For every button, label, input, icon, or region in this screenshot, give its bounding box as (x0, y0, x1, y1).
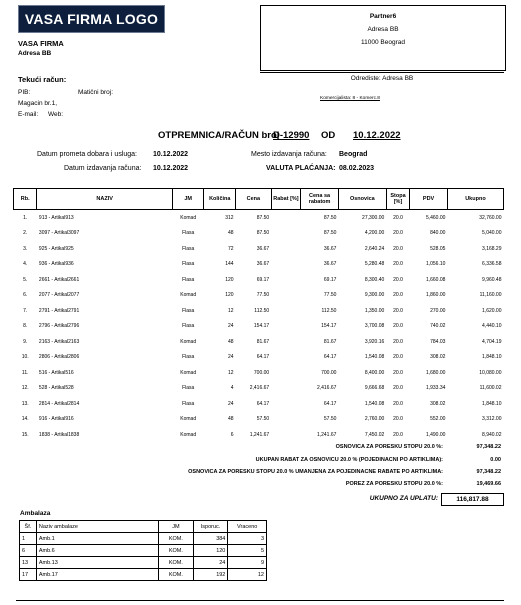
current-account-label: Tekući račun: (18, 75, 67, 84)
table-cell: 3,920.16 (364, 338, 385, 345)
table-cell: 700.00 (253, 369, 270, 376)
table-cell: 20.0 (393, 245, 403, 252)
table-cell: 48 (228, 416, 234, 423)
table-cell: 4,200.00 (364, 230, 385, 237)
issue-date: 10.12.2022 (153, 165, 189, 172)
table-cell: 2,416.67 (249, 385, 270, 392)
col-pdv: PDV (410, 189, 448, 210)
ambalaza-cell: 384 (193, 533, 228, 545)
ambalaza-cell: KOM. (159, 545, 194, 557)
table-cell (271, 272, 301, 288)
table-cell: 57.50 (323, 416, 337, 423)
total-value: 116,817.88 (441, 493, 504, 506)
ambalaza-cell: 24 (193, 557, 228, 569)
table-cell: 11. (21, 369, 29, 376)
total-label: UKUPNO ZA UPLATU: (369, 495, 438, 502)
table-cell: 9,300.00 (364, 292, 385, 299)
table-cell: 784.03 (430, 338, 446, 345)
ambalaza-cell: Amb.13 (36, 557, 158, 569)
table-cell: 3,700.08 (364, 323, 385, 330)
table-cell: 2,760.00 (364, 416, 385, 423)
table-cell: 112.50 (321, 307, 337, 314)
firm-name: VASA FIRMA (18, 39, 64, 48)
table-cell (271, 288, 301, 304)
table-cell (271, 241, 301, 257)
table-cell: 20.0 (393, 354, 403, 361)
table-cell: 20.0 (393, 385, 403, 392)
table-cell: 24 (228, 323, 234, 330)
table-cell: 48 (228, 338, 234, 345)
table-cell: Flasa (182, 245, 195, 252)
reduced-base-value: 97,348.22 (476, 469, 501, 475)
table-cell (271, 365, 301, 381)
table-cell: 12. (21, 385, 29, 392)
discount-value: 0.00 (490, 457, 501, 463)
table-cell: 7,450.02 (364, 431, 385, 438)
col-rb: Rb. (14, 189, 37, 210)
document-date: 10.12.2022 (353, 130, 401, 141)
table-cell: Flasa (182, 276, 195, 283)
ambalaza-cell: KOM. (159, 569, 194, 581)
reduced-base-label: OSNOVICA ZA PORESKU STOPU 20.0 % UMANJENA ZA POJEDINACNE RABATE PO ARTIKLIMA: (188, 469, 443, 475)
table-cell: 516 - Artikal516 (38, 369, 74, 376)
amb-col-jm: JM (159, 521, 194, 533)
ambalaza-cell: Amb.1 (36, 533, 158, 545)
table-cell: 9. (23, 338, 28, 345)
table-cell: 1,848.10 (482, 354, 502, 361)
table-cell: 36.67 (323, 245, 337, 252)
turnover-date-label: Datum prometa dobara i usluga: (37, 151, 137, 158)
ambalaza-cell: KOM. (159, 533, 194, 545)
table-cell: 1,620.00 (482, 307, 502, 314)
table-row (14, 288, 504, 304)
table-row (14, 303, 504, 319)
table-cell: Flasa (182, 385, 195, 392)
table-cell: 36.67 (256, 245, 270, 252)
table-cell: 87.50 (323, 230, 337, 237)
document-title-label: OTPREMNICA/RAČUN broj (158, 130, 280, 141)
table-cell: 1,241.67 (249, 431, 270, 438)
table-cell: 12 (228, 369, 234, 376)
partner-box (260, 5, 506, 71)
amb-col-sf: Šf. (20, 521, 37, 533)
table-cell (271, 334, 301, 350)
table-cell: 2077 - Artikal2077 (38, 292, 80, 299)
table-cell: 87.50 (256, 214, 270, 221)
od-label: OD (321, 130, 336, 141)
table-cell: 20.0 (393, 261, 403, 268)
table-cell: 27,300.00 (362, 214, 385, 221)
table-cell: 72 (228, 245, 234, 252)
table-cell (271, 226, 301, 242)
ambalaza-cell: KOM. (159, 557, 194, 569)
table-cell: 77.50 (323, 292, 337, 299)
tax-label: POREZ ZA PORESKU STOPU 20.0 %: (345, 481, 443, 487)
ambalaza-title: Ambalaza (20, 510, 51, 517)
table-cell: 4,440.10 (482, 323, 502, 330)
col-cena: Cena (236, 189, 272, 210)
table-cell: 5. (23, 276, 28, 283)
table-cell (271, 427, 301, 443)
table-cell: 1,241.67 (316, 431, 337, 438)
table-cell: 120 (225, 276, 234, 283)
table-cell: 1,056.10 (425, 261, 446, 268)
table-cell: 20.0 (393, 214, 403, 221)
table-cell: Komad (180, 214, 197, 221)
table-cell: Flasa (182, 261, 195, 268)
table-cell: 6. (23, 292, 28, 299)
col-stopa: Stopa [%] (386, 189, 409, 210)
ambalaza-row (20, 557, 267, 569)
table-cell: 1,540.08 (364, 354, 385, 361)
document-number: D-12990 (273, 130, 310, 141)
table-cell: 57.50 (256, 416, 270, 423)
table-cell: 2,640.24 (364, 245, 385, 252)
base-value: 97,348.22 (476, 444, 501, 450)
table-cell: 8. (23, 323, 28, 330)
table-cell: 2814 - Artikal2814 (38, 400, 80, 407)
table-row (14, 412, 504, 428)
table-row (14, 226, 504, 242)
table-cell (271, 210, 301, 226)
table-cell: 3. (23, 245, 28, 252)
table-cell (271, 303, 301, 319)
ambalaza-cell: 120 (193, 545, 228, 557)
table-cell: 1,490.00 (425, 431, 446, 438)
table-cell: Komad (180, 338, 197, 345)
table-cell: 4. (23, 261, 28, 268)
warehouse: Magacin br.1, (18, 100, 58, 107)
table-row (14, 319, 504, 335)
table-cell: 20.0 (393, 400, 403, 407)
table-row (14, 350, 504, 366)
table-cell: 700.00 (321, 369, 337, 376)
table-cell: 69.17 (323, 276, 337, 283)
table-cell: 5,280.48 (364, 261, 385, 268)
table-cell: 4,704.19 (482, 338, 502, 345)
bottom-rule (16, 600, 504, 601)
table-row (14, 365, 504, 381)
base-label: OSNOVICA ZA PORESKU STOPU 20.0 %: (335, 444, 443, 450)
table-cell: 120 (225, 292, 234, 299)
table-cell: 8,940.02 (482, 431, 502, 438)
table-cell: 11,600.02 (479, 385, 502, 392)
table-cell: 1838 - Artikal1838 (38, 431, 80, 438)
table-cell: 48 (228, 230, 234, 237)
turnover-date: 10.12.2022 (153, 151, 189, 158)
table-cell: 3097 - Artikal3097 (38, 230, 80, 237)
table-cell (271, 412, 301, 428)
table-cell: 5,460.00 (425, 214, 446, 221)
table-cell: 1,680.00 (425, 369, 446, 376)
issue-date-label: Datum izdavanja računa: (64, 165, 142, 172)
ambalaza-cell: 5 (228, 545, 267, 557)
table-cell: 1,848.10 (482, 400, 502, 407)
table-row (14, 210, 504, 226)
table-cell: Flasa (182, 400, 195, 407)
table-cell: 9,666.68 (364, 385, 385, 392)
table-row (14, 381, 504, 397)
table-cell: 2796 - Artikal2796 (38, 323, 80, 330)
col-jm: JM (172, 189, 204, 210)
table-cell: 913 - Artikal913 (38, 214, 74, 221)
table-cell: 312 (225, 214, 234, 221)
table-cell: 36.67 (256, 261, 270, 268)
table-cell: Flasa (182, 323, 195, 330)
web-label: Web: (48, 111, 64, 118)
table-cell: 528 - Artikal528 (38, 385, 74, 392)
table-cell: Flasa (182, 354, 195, 361)
currency-label: VALUTA PLAĆANJA: (266, 165, 336, 172)
table-cell: 81.67 (323, 338, 337, 345)
table-cell: 20.0 (393, 369, 403, 376)
table-cell (271, 381, 301, 397)
firm-address: Adresa BB (18, 50, 52, 57)
table-cell: 1,660.08 (425, 276, 446, 283)
table-cell: 20.0 (393, 307, 403, 314)
tax-value: 19,469.66 (476, 481, 501, 487)
commercialist: Komercijalista: 8 - Komerc.8 (320, 96, 380, 101)
table-cell: Flasa (182, 230, 195, 237)
table-row (14, 241, 504, 257)
table-cell: 1,933.34 (425, 385, 446, 392)
ambalaza-cell: 3 (228, 533, 267, 545)
table-cell: 64.17 (323, 400, 337, 407)
table-cell: 20.0 (393, 416, 403, 423)
table-cell: Flasa (182, 307, 195, 314)
table-cell: 24 (228, 400, 234, 407)
ambalaza-cell: 13 (20, 557, 37, 569)
table-row (14, 427, 504, 443)
table-cell: 144 (225, 261, 234, 268)
table-cell: 69.17 (256, 276, 270, 283)
table-cell: 6,336.58 (482, 261, 502, 268)
table-cell: 64.17 (256, 354, 270, 361)
table-cell: 10. (21, 354, 29, 361)
table-cell: 1,540.08 (364, 400, 385, 407)
col-naziv: NAZIV (37, 189, 172, 210)
col-cena-rabat: Cena sa rabatom (301, 189, 339, 210)
table-row (14, 334, 504, 350)
table-cell: 3,168.29 (482, 245, 502, 252)
document-title (158, 130, 279, 141)
table-cell: 6 (230, 431, 234, 438)
email-label: E-mail: (18, 111, 39, 118)
ambalaza-cell: Amb.6 (36, 545, 158, 557)
table-cell: 1,350.00 (364, 307, 385, 314)
partner-name: Partner6 (369, 13, 397, 20)
table-cell: 15. (21, 431, 29, 438)
table-cell: 14. (21, 416, 29, 423)
table-cell: 87.50 (256, 230, 270, 237)
table-cell (271, 257, 301, 273)
table-cell: 528.05 (430, 245, 446, 252)
table-cell: 20.0 (393, 338, 403, 345)
currency-date: 08.02.2023 (339, 165, 375, 172)
table-cell: 936 - Artikal936 (38, 261, 74, 268)
discount-label: UKUPAN RABAT ZA OSNOVICU 20.0 % (POJEDINACNI PO ARTIKLIMA): (255, 457, 443, 463)
destination: Odrediste: Adresa BB (260, 72, 504, 85)
table-cell: 8,400.00 (364, 369, 385, 376)
amb-col-naziv: Naziv ambalaze (36, 521, 158, 533)
col-ukupno: Ukupno (447, 189, 503, 210)
table-cell: 2791 - Artikal2791 (38, 307, 80, 314)
table-cell: 11,160.00 (479, 292, 502, 299)
ambalaza-cell: 1 (20, 533, 37, 545)
ambalaza-cell: 17 (20, 569, 37, 581)
table-cell: 308.02 (430, 354, 446, 361)
table-cell: 9,960.48 (482, 276, 502, 283)
table-cell: 916 - Artikal916 (38, 416, 74, 423)
table-cell: Komad (180, 292, 197, 299)
table-cell: 2661 - Artikal2661 (38, 276, 80, 283)
table-cell: 10,080.00 (479, 369, 502, 376)
place-label: Mesto izdavanja računa: (251, 151, 327, 158)
table-cell: 308.02 (430, 400, 446, 407)
items-table (13, 188, 504, 443)
ambalaza-cell: 192 (193, 569, 228, 581)
table-cell (271, 396, 301, 412)
table-cell: 154.17 (253, 323, 270, 330)
table-row (14, 396, 504, 412)
table-cell: 2,416.67 (316, 385, 337, 392)
table-cell: 552.00 (430, 416, 446, 423)
table-cell: 20.0 (393, 276, 403, 283)
ambalaza-row (20, 545, 267, 557)
table-cell: 2. (23, 230, 28, 237)
pib-label: PIB: (18, 89, 31, 96)
col-osnovica: Osnovica (338, 189, 386, 210)
table-cell: 32,760.00 (479, 214, 502, 221)
table-cell: 4 (230, 385, 234, 392)
table-cell: Komad (180, 369, 197, 376)
table-cell: 36.67 (323, 261, 337, 268)
ambalaza-cell: 9 (228, 557, 267, 569)
table-row (14, 257, 504, 273)
table-cell: 925 - Artikal925 (38, 245, 74, 252)
partner-address: Adresa BB (367, 26, 399, 33)
table-cell: 112.50 (254, 307, 270, 314)
table-cell: 154.17 (321, 323, 337, 330)
table-cell: 20.0 (393, 292, 403, 299)
table-cell: 8,300.40 (364, 276, 385, 283)
table-cell: 81.67 (256, 338, 270, 345)
table-row (14, 272, 504, 288)
table-cell: 740.02 (430, 323, 446, 330)
table-cell: 64.17 (256, 400, 270, 407)
col-kolicina: Količina (204, 189, 236, 210)
table-cell: 20.0 (393, 431, 403, 438)
ambalaza-cell: 12 (228, 569, 267, 581)
table-cell: 20.0 (393, 323, 403, 330)
place: Beograd (339, 151, 368, 158)
company-logo: VASA FIRMA LOGO (18, 5, 165, 33)
table-cell: 13. (21, 400, 29, 407)
mb-label: Matični broj: (78, 89, 114, 96)
table-cell: Komad (180, 431, 197, 438)
ambalaza-cell: 6 (20, 545, 37, 557)
table-cell: 20.0 (393, 230, 403, 237)
partner-city: 11000 Beograd (361, 39, 405, 46)
table-cell: 3,312.00 (482, 416, 502, 423)
table-cell (271, 350, 301, 366)
table-cell: 12 (228, 307, 234, 314)
table-cell: 2806 - Artikal2806 (38, 354, 80, 361)
table-cell: 5,040.00 (482, 230, 502, 237)
table-cell: Komad (180, 416, 197, 423)
table-cell: 1. (23, 214, 28, 221)
ambalaza-table (19, 520, 267, 581)
ambalaza-cell: Amb.17 (36, 569, 158, 581)
table-cell: 87.50 (323, 214, 337, 221)
table-cell: 24 (228, 354, 234, 361)
table-cell: 270.00 (430, 307, 446, 314)
table-cell: 64.17 (323, 354, 337, 361)
amb-col-isporuc: Isporuc. (193, 521, 228, 533)
ambalaza-row (20, 569, 267, 581)
table-cell: 7. (23, 307, 28, 314)
ambalaza-row (20, 533, 267, 545)
table-cell: 1,860.00 (425, 292, 446, 299)
table-cell: 77.50 (256, 292, 270, 299)
col-rabat: Rabat [%] (271, 189, 301, 210)
table-cell: 840.00 (430, 230, 446, 237)
table-cell: 2163 - Artikal2163 (38, 338, 80, 345)
amb-col-vraceno: Vraceno (228, 521, 267, 533)
table-cell (271, 319, 301, 335)
